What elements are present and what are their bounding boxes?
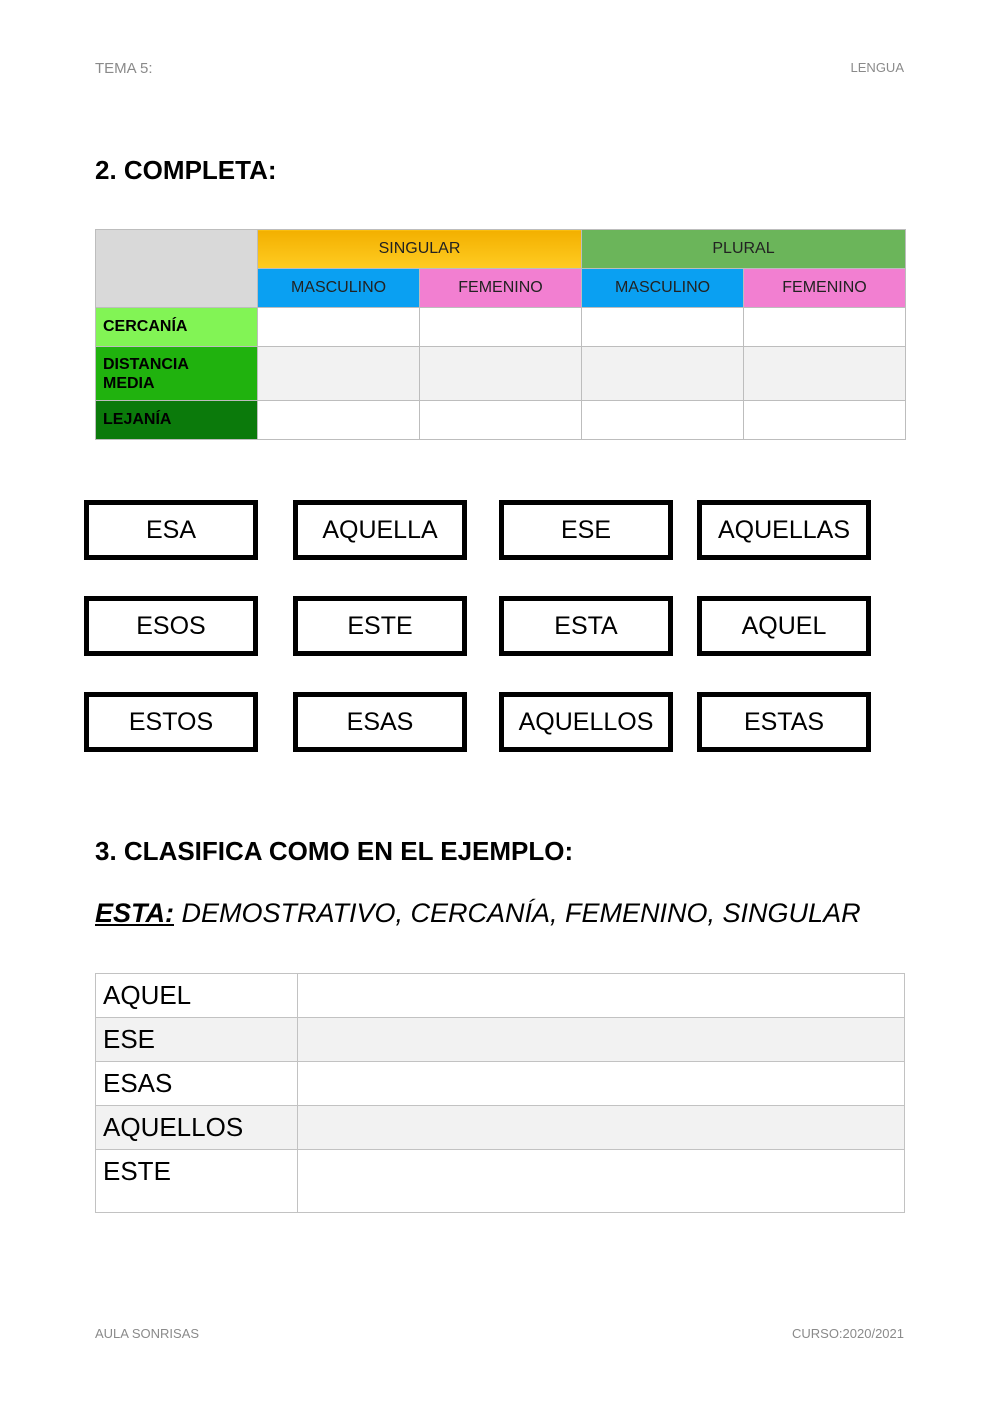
word-tile[interactable]: ESTOS xyxy=(84,692,258,752)
table-row xyxy=(96,1018,905,1062)
table-row xyxy=(96,1150,905,1213)
word-tile[interactable]: AQUELLAS xyxy=(697,500,871,560)
classify-answer[interactable] xyxy=(298,974,905,1018)
section3-title: 3. CLASIFICA COMO EN EL EJEMPLO: xyxy=(95,836,574,866)
answer-cell[interactable] xyxy=(744,308,906,347)
answer-cell[interactable] xyxy=(582,308,744,347)
word-tile[interactable]: AQUELLOS xyxy=(499,692,673,752)
classification-example xyxy=(95,898,861,929)
answer-cell[interactable] xyxy=(258,347,420,401)
table-row xyxy=(96,1062,905,1106)
table-row-cercania xyxy=(96,308,906,347)
classify-word: AQUEL xyxy=(96,974,298,1018)
classify-word: AQUELLOS xyxy=(96,1106,298,1150)
row-label-lejania: LEJANÍA xyxy=(96,401,258,440)
demonstratives-table xyxy=(95,229,906,440)
row-label-text: DISTANCIA MEDIA xyxy=(103,355,189,392)
table-row-lejania xyxy=(96,401,906,440)
classify-word: ESTE xyxy=(96,1150,298,1213)
table-row xyxy=(96,1106,905,1150)
header-singular: SINGULAR xyxy=(258,230,582,269)
table-corner xyxy=(96,230,258,308)
section2-title: 2. COMPLETA: xyxy=(95,155,277,185)
word-tile[interactable]: ESOS xyxy=(84,596,258,656)
header-subject: LENGUA xyxy=(850,60,904,75)
header-singular-masculino: MASCULINO xyxy=(258,269,420,308)
classify-answer[interactable] xyxy=(298,1018,905,1062)
answer-cell[interactable] xyxy=(744,401,906,440)
classify-word: ESE xyxy=(96,1018,298,1062)
word-tile[interactable]: ESTAS xyxy=(697,692,871,752)
example-word: ESTA: xyxy=(95,898,174,928)
answer-cell[interactable] xyxy=(744,347,906,401)
word-tile[interactable]: ESA xyxy=(84,500,258,560)
header-singular-femenino: FEMENINO xyxy=(420,269,582,308)
answer-cell[interactable] xyxy=(420,308,582,347)
classify-answer[interactable] xyxy=(298,1150,905,1213)
table-row-distancia-media xyxy=(96,347,906,401)
footer-school: AULA SONRISAS xyxy=(95,1326,200,1341)
word-tile[interactable]: ESAS xyxy=(293,692,467,752)
header-plural-femenino: FEMENINO xyxy=(744,269,906,308)
word-tile[interactable]: AQUEL xyxy=(697,596,871,656)
answer-cell[interactable] xyxy=(420,347,582,401)
example-text: DEMOSTRATIVO, CERCANÍA, FEMENINO, SINGULAR xyxy=(174,898,861,928)
answer-cell[interactable] xyxy=(582,401,744,440)
header-plural: PLURAL xyxy=(582,230,906,269)
footer-course: CURSO:2020/2021 xyxy=(791,1326,904,1341)
header-topic: TEMA 5: xyxy=(95,60,153,77)
classification-table xyxy=(95,973,905,1213)
word-tile[interactable]: ESTE xyxy=(293,596,467,656)
answer-cell[interactable] xyxy=(258,308,420,347)
row-label-distancia-media xyxy=(96,347,258,401)
classify-word: ESAS xyxy=(96,1062,298,1106)
answer-cell[interactable] xyxy=(582,347,744,401)
classify-answer[interactable] xyxy=(298,1062,905,1106)
word-tile[interactable]: ESTA xyxy=(499,596,673,656)
answer-cell[interactable] xyxy=(258,401,420,440)
row-label-cercania: CERCANÍA xyxy=(96,308,258,347)
word-tile[interactable]: ESE xyxy=(499,500,673,560)
classify-answer[interactable] xyxy=(298,1106,905,1150)
header-plural-masculino: MASCULINO xyxy=(582,269,744,308)
table-row xyxy=(96,974,905,1018)
answer-cell[interactable] xyxy=(420,401,582,440)
word-tile[interactable]: AQUELLA xyxy=(293,500,467,560)
